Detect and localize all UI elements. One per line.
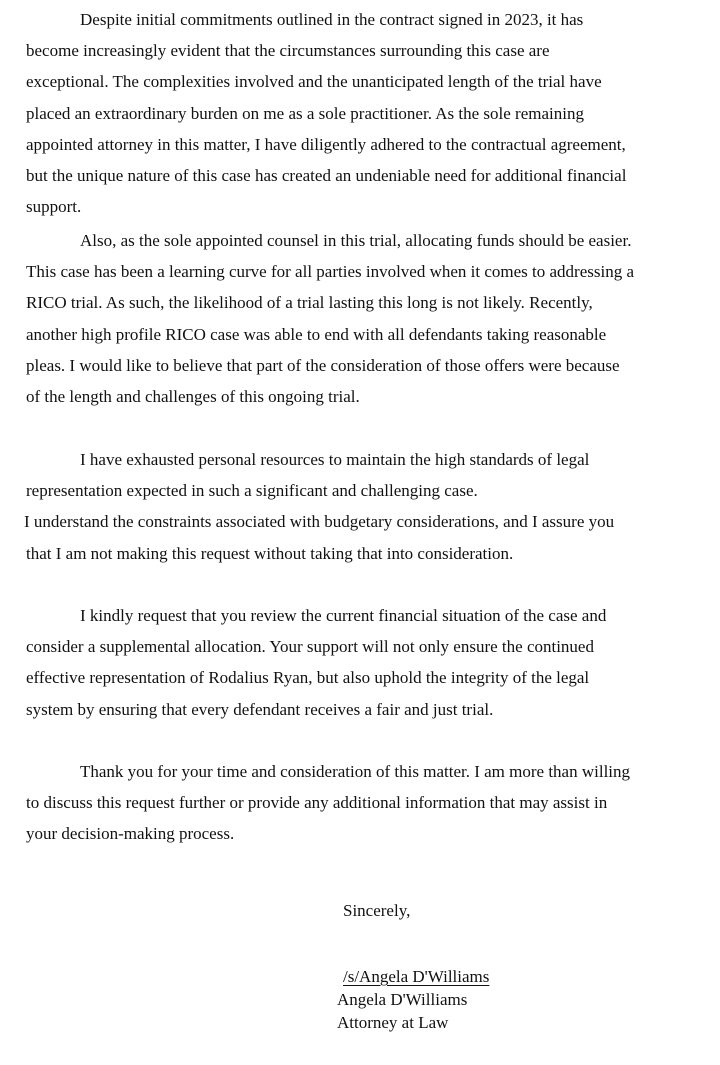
text-line: This case has been a learning curve for all parties involved when it comes to addressing a [26, 262, 635, 282]
text-line: that I am not making this request without taking that into consideration. [26, 543, 514, 563]
text-line: consider a supplemental allocation. Your support will not only ensure the continued [26, 637, 594, 657]
text-line: support. [26, 197, 82, 217]
text-line: your decision-making process. [26, 824, 235, 844]
text-line: appointed attorney in this matter, I have diligently adhered to the contractual agreement, [26, 134, 626, 154]
paragraph-personal-resources [26, 444, 698, 569]
text-line: effective representation of Rodalius Ryan, but also uphold the integrity of the legal [26, 668, 590, 688]
text-line: to discuss this request further or provide any additional information that may assist in [26, 793, 608, 813]
paragraph-contract-burden [26, 4, 698, 222]
signer-title: Attorney at Law [337, 1013, 449, 1032]
text-line: I have exhausted personal resources to maintain the high standards of legal [80, 450, 590, 469]
text-line: RICO trial. As such, the likelihood of a trial lasting this long is not likely. Recently, [26, 293, 593, 313]
text-line: become increasingly evident that the circumstances surrounding this case are [26, 41, 550, 61]
text-line: but the unique nature of this case has created an undeniable need for additional financial [26, 165, 627, 185]
text-line: Also, as the sole appointed counsel in this trial, allocating funds should be easier. [80, 231, 632, 250]
text-line: placed an extraordinary burden on me as a sole practitioner. As the sole remaining [26, 103, 584, 123]
paragraph-sole-counsel [26, 225, 698, 412]
electronic-signature: /s/Angela D'Williams [343, 967, 490, 986]
paragraph-thank-you [26, 756, 698, 850]
text-line: representation expected in such a significant and challenging case. [26, 481, 478, 501]
text-line: of the length and challenges of this ongoing trial. [26, 386, 360, 406]
text-line: Thank you for your time and consideration of this matter. I am more than willing [80, 762, 631, 781]
text-line: exceptional. The complexities involved and the unanticipated length of the trial have [26, 72, 602, 92]
closing-block [343, 899, 410, 922]
text-line: Despite initial commitments outlined in the contract signed in 2023, it has [80, 10, 584, 29]
signer-name: Angela D'Williams [337, 990, 468, 1009]
valediction: Sincerely, [343, 901, 411, 920]
text-line: pleas. I would like to believe that part of the consideration of those offers were because [26, 355, 620, 375]
text-line: another high profile RICO case was able to end with all defendants taking reasonable [26, 324, 607, 344]
text-line: I kindly request that you review the current financial situation of the case and [80, 606, 607, 625]
paragraph-request [26, 600, 698, 725]
text-line: system by ensuring that every defendant receives a fair and just trial. [26, 699, 494, 719]
text-line: I understand the constraints associated with budgetary considerations, and I assure you [24, 512, 615, 532]
signature-block [337, 965, 489, 1034]
